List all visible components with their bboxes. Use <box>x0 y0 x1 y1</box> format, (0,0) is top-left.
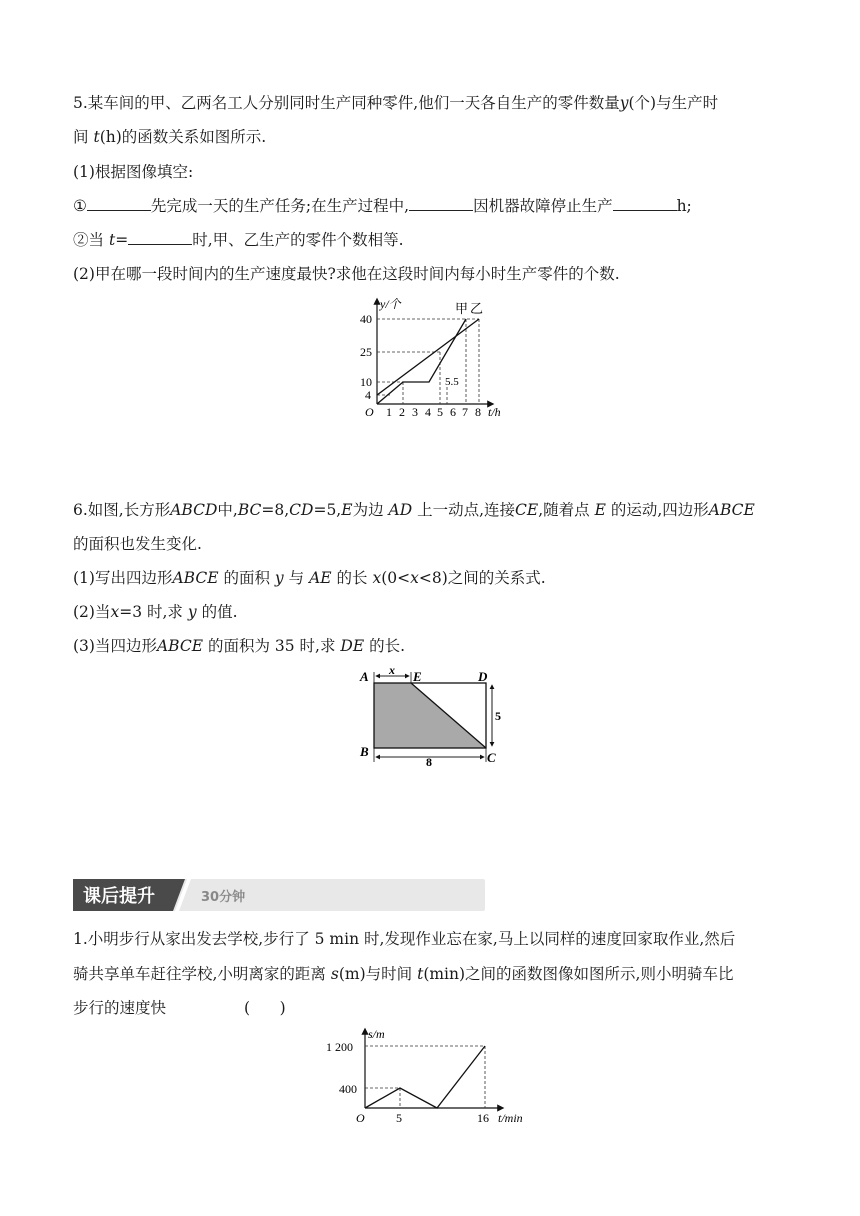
y-axis-label: s/m <box>368 1027 385 1041</box>
q5-circle-1: ① <box>73 197 87 215</box>
q5-var-y: y <box>619 94 629 112</box>
x-tick-3: 3 <box>412 405 418 419</box>
q6-part2: (2)当x=3 时,求 y 的值. <box>73 603 238 621</box>
section-time: 30分钟 <box>201 890 246 905</box>
y-tick-400: 400 <box>339 1082 357 1096</box>
q5-var-t: t <box>93 128 100 146</box>
label-C: C <box>487 750 496 765</box>
answer-blank-3[interactable] <box>613 196 677 211</box>
q5-p1a-text1: 先完成一天的生产任务;在生产过程中, <box>150 197 410 215</box>
series-yi-label: 乙 <box>470 301 484 316</box>
distance-series-line <box>365 1046 485 1108</box>
x-tick-1: 1 <box>386 405 392 419</box>
q5-line2-end: (h)的函数关系如图所示. <box>99 128 267 146</box>
x-axis-label: t/min <box>498 1111 523 1125</box>
q1-line3-text: 步行的速度快 <box>73 999 167 1017</box>
answer-paren[interactable]: ( ) <box>244 999 286 1017</box>
q5-line2 <box>73 127 266 147</box>
q6-part1: (1)写出四边形ABCE 的面积 y 与 AE 的长 x(0<x<8)之间的关系式. <box>73 569 546 587</box>
q5-part1b <box>73 230 404 250</box>
q5-part2: (2)甲在哪一段时间内的生产速度最快?求他在这段时间内每小时生产零件的个数. <box>73 265 620 283</box>
x-tick-5: 5 <box>437 405 443 419</box>
x-tick-16: 16 <box>477 1111 489 1125</box>
q5-p1b-text: 时,甲、乙生产的零件个数相等. <box>192 231 404 249</box>
y-tick-10: 10 <box>360 375 372 389</box>
q1-distance-graph <box>322 1026 532 1130</box>
answer-blank-1[interactable] <box>87 196 151 211</box>
q6-line1: 6.如图,长方形ABCD中,BC=8,CD=5,E为边 AD 上一动点,连接CE,随着点 E 的运动,四边形ABCE <box>73 501 755 519</box>
y-tick-40: 40 <box>360 312 372 326</box>
q6-line2: 的面积也发生变化. <box>73 535 202 553</box>
origin-label: O <box>356 1111 365 1125</box>
q5-p1a-text2: 因机器故障停止生产 <box>473 197 613 215</box>
q5-line2-pre: 间 <box>73 128 89 146</box>
y-tick-1200: 1 200 <box>326 1040 353 1054</box>
label-x: x <box>389 666 395 677</box>
y-axis-label: y/个 <box>380 297 401 311</box>
q1-line3 <box>73 998 286 1018</box>
origin-label: O <box>365 405 374 419</box>
answer-blank-4[interactable] <box>128 230 192 245</box>
q5-p1b-pre: ②当 <box>73 231 105 249</box>
x-axis-label: t/h <box>488 405 501 419</box>
x-tick-8: 8 <box>475 405 481 419</box>
q5-part1: (1)根据图像填空: <box>73 163 194 181</box>
q5-line1-end: (个)与生产时 <box>628 94 719 112</box>
section-header <box>73 879 485 911</box>
q5-production-graph <box>352 294 512 424</box>
q5-part1a <box>73 196 692 216</box>
answer-blank-2[interactable] <box>409 196 473 211</box>
series-jia-label: 甲 <box>455 301 469 316</box>
q5-p1a-text3: h; <box>676 197 692 215</box>
label-D: D <box>478 669 488 684</box>
label-B: B <box>360 744 369 759</box>
x-tick-4: 4 <box>425 405 431 419</box>
q5-line1-text: 5.某车间的甲、乙两名工人分别同时生产同种零件,他们一天各自生产的零件数量 <box>73 94 620 112</box>
q1-line2: 骑共享单车赶往学校,小明离家的距离 s(m)与时间 t(min)之间的函数图像如图所示,则小明骑车比 <box>73 965 734 983</box>
q6-part3: (3)当四边形ABCE 的面积为 35 时,求 DE 的长. <box>73 637 406 655</box>
label-E: E <box>413 669 422 684</box>
x-tick-6: 6 <box>450 405 456 419</box>
y-tick-25: 25 <box>360 345 372 359</box>
shaded-region <box>374 683 486 748</box>
q5-p1b-eq: = <box>115 231 129 249</box>
annotation-5-5: 5.5 <box>445 376 459 388</box>
q6-rectangle-figure <box>356 666 506 768</box>
q1-line1: 1.小明步行从家出发去学校,步行了 5 min 时,发现作业忘在家,马上以同样的速度回家取作业,然后 <box>73 930 736 948</box>
x-tick-5: 5 <box>396 1111 402 1125</box>
y-tick-4: 4 <box>365 388 371 402</box>
q5-p1b-var: t <box>108 231 116 249</box>
label-5: 5 <box>495 709 501 723</box>
x-tick-2: 2 <box>399 405 405 419</box>
q5-line1 <box>73 93 718 113</box>
x-tick-7: 7 <box>462 405 468 419</box>
label-8: 8 <box>426 755 432 768</box>
label-A: A <box>360 669 369 684</box>
section-title: 课后提升 <box>83 886 155 907</box>
series-yi-line <box>377 319 479 395</box>
